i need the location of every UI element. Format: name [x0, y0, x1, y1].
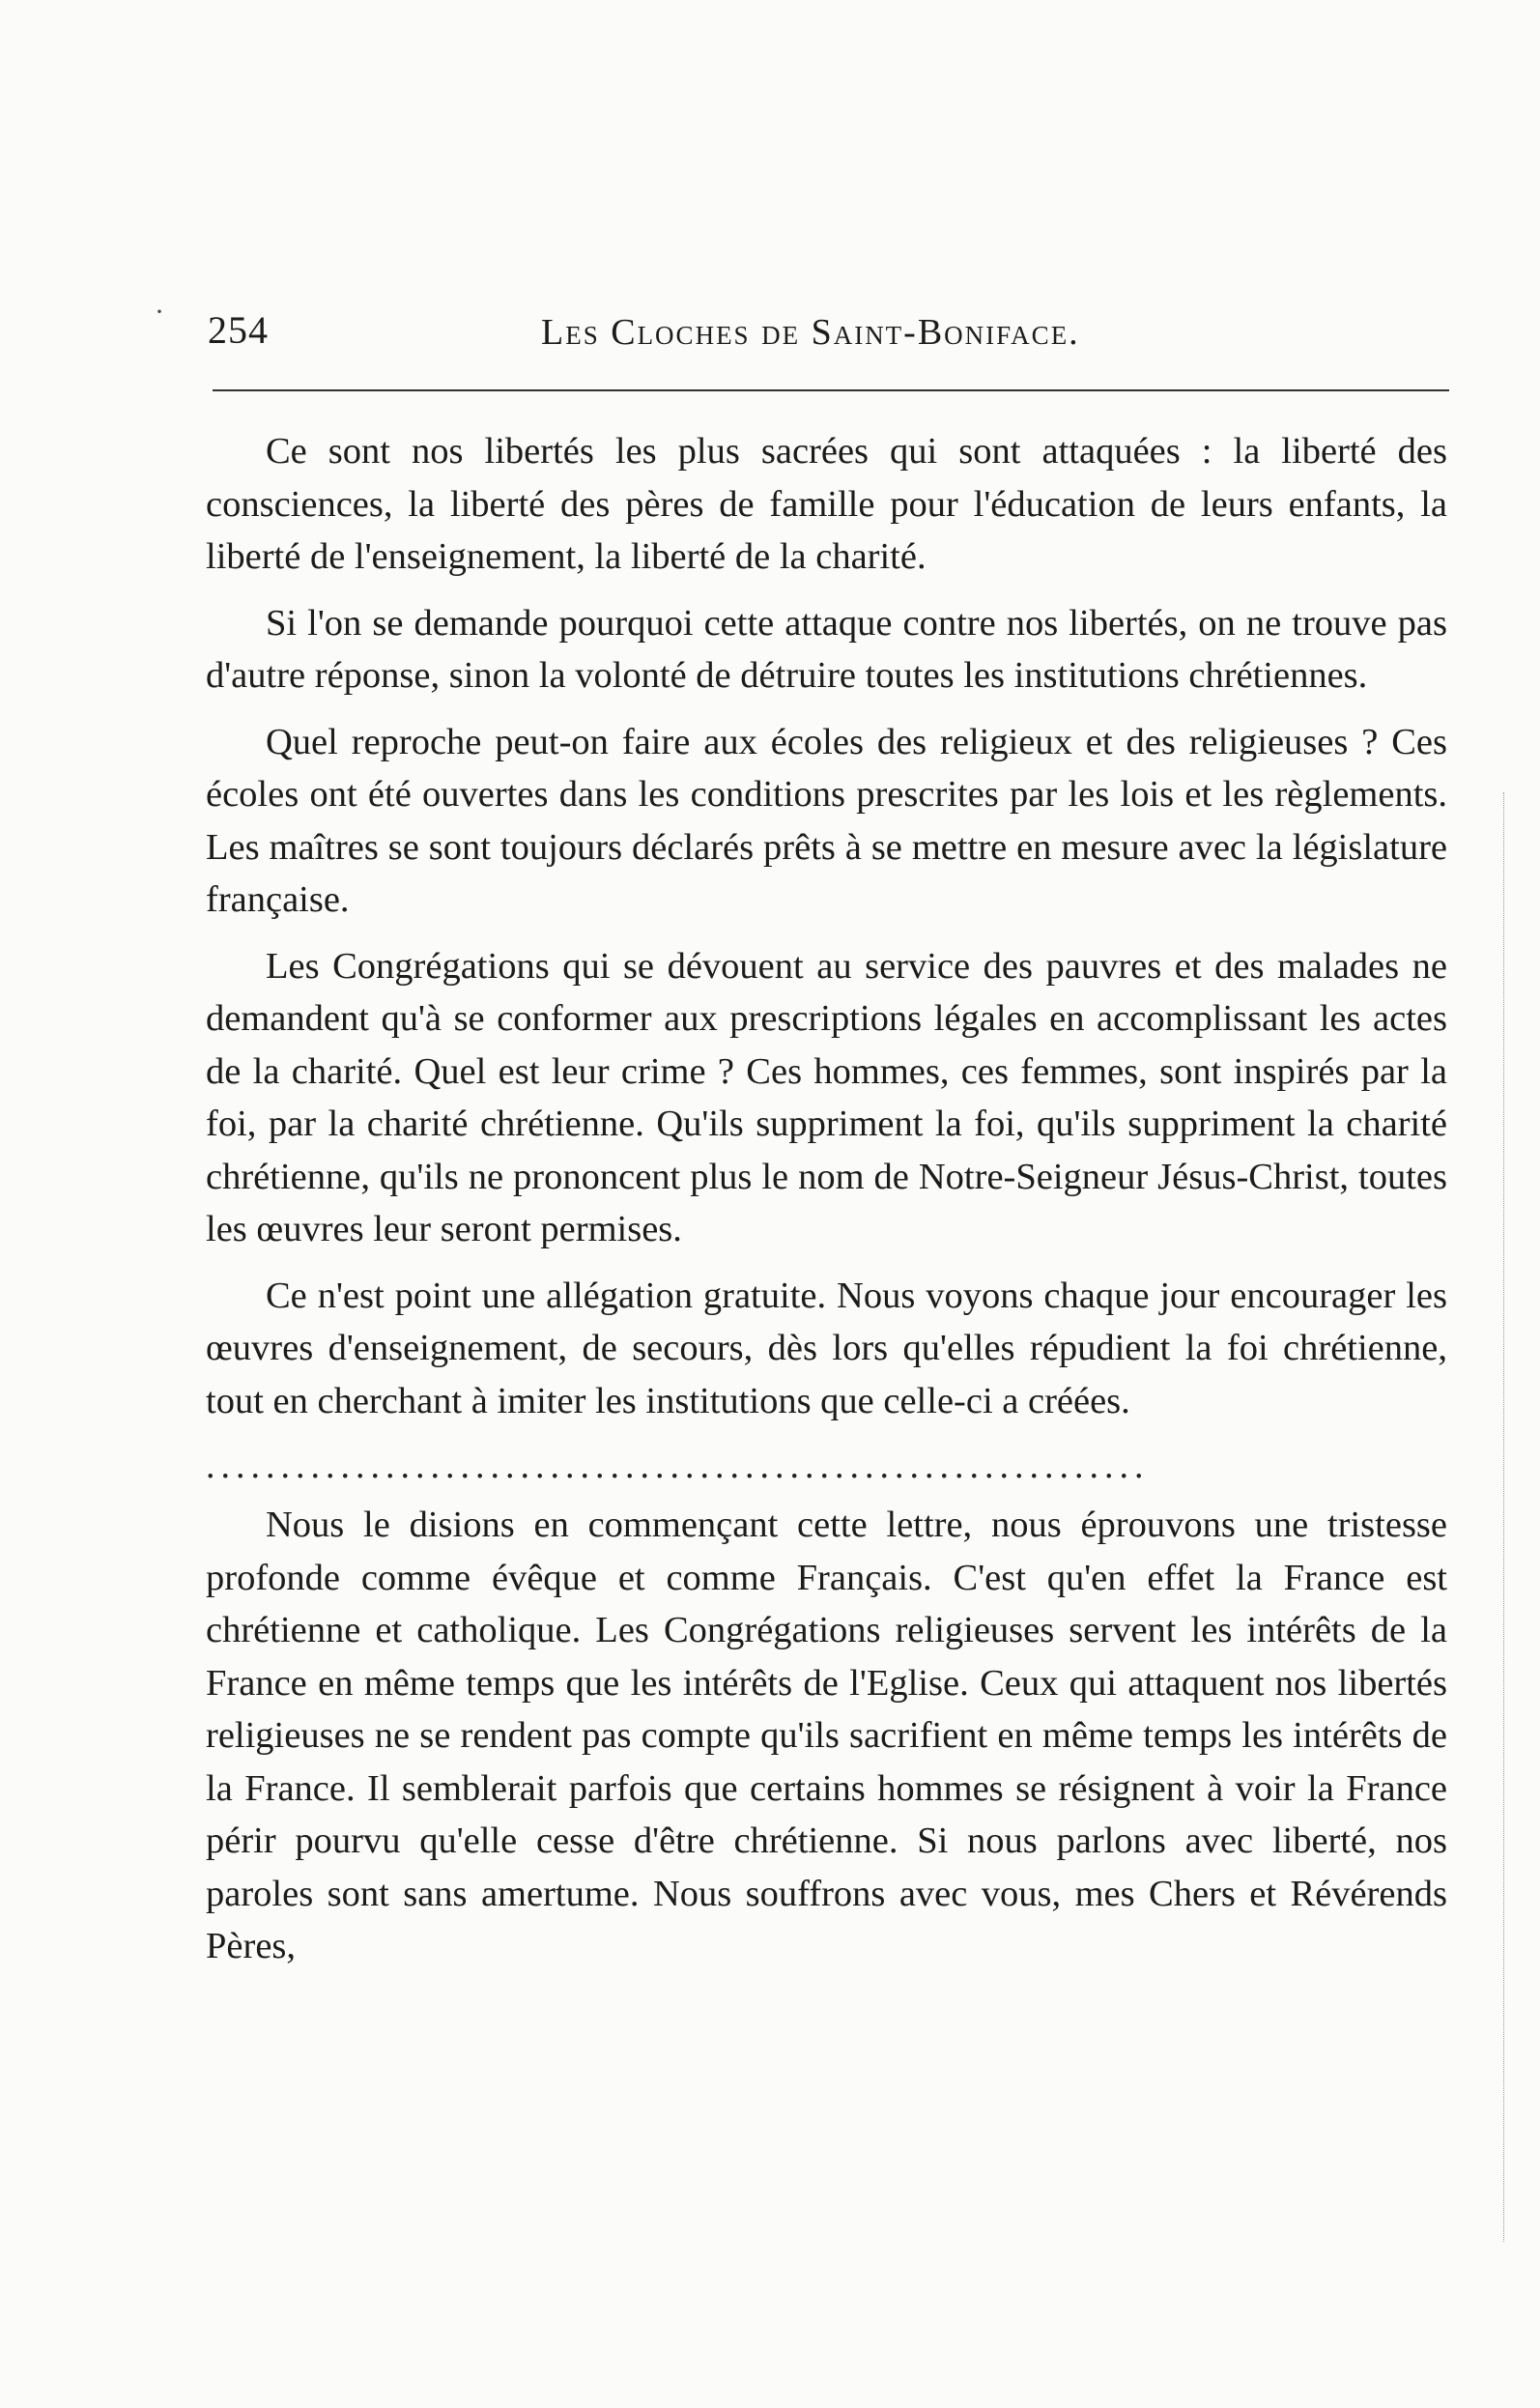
paragraph: Quel reproche peut-on faire aux écoles des religieux et des religieuses ? Ces écoles ont été ouvertes dans les conditions prescrites par les lois et les règlements. Les maîtres se sont toujours déclarés prêts à se mettre en mesure avec la législature française.	[206, 721, 1447, 920]
paragraph: Si l'on se demande pourquoi cette attaque contre nos libertés, on ne trouve pas d'autre réponse, sinon la volonté de détruire toutes les institutions chrétiennes.	[206, 602, 1447, 696]
page-number: 254	[208, 308, 269, 352]
running-title: Les Cloches de Saint-Boniface.	[541, 312, 1080, 353]
body-text	[206, 425, 1447, 1973]
page-header	[208, 307, 1454, 365]
scan-edge-marks	[1503, 792, 1506, 2242]
paragraph: Ce n'est point une allégation gratuite. Nous voyons chaque jour encourager les œuvres d'enseignement, de secours, dès lors qu'elles répudient la foi chrétienne, tout en cherchant à imiter les institutions que celle-ci a créées.	[206, 1275, 1447, 1421]
margin-speck: ·	[155, 296, 164, 328]
paragraph: Ce sont nos libertés les plus sacrées qui sont attaquées : la liberté des consciences, la liberté des pères de famille pour l'éducation de leurs enfants, la liberté de l'enseignement, la liberté de la charité.	[206, 431, 1447, 577]
header-rule	[213, 389, 1449, 391]
paragraph: Les Congrégations qui se dévouent au service des pauvres et des malades ne demandent qu'à se conformer aux prescriptions légales en accomplissant les actes de la charité. Quel est leur crime ? Ces hommes, ces femmes, sont inspirés par la foi, par la charité chrétienne. Qu'ils suppriment la foi, qu'ils suppriment la charité chrétienne, qu'ils ne prononcent plus le nom de Notre-Seigneur Jésus-Christ, toutes les œuvres leur seront permises.	[206, 945, 1447, 1249]
ellipsis-separator: ...............................................................	[206, 1447, 1150, 1485]
paragraph: Nous le disions en commençant cette lettre, nous éprouvons une tristesse profonde comme évêque et comme Français. C'est qu'en effet la France est chrétienne et catholique. Les Congrégations religieuses servent les intérêts de la France en même temps que les intérêts de l'Eglise. Ceux qui attaquent nos libertés religieuses ne se rendent pas compte qu'ils sacrifient en même temps les intérêts de la France. Il semblerait parfois que certains hommes se résignent à voir la France périr pourvu qu'elle cesse d'être chrétienne. Si nous parlons avec liberté, nos paroles sont sans amertume. Nous souffrons avec vous, mes Chers et Révérends Pères,	[206, 1505, 1447, 1966]
